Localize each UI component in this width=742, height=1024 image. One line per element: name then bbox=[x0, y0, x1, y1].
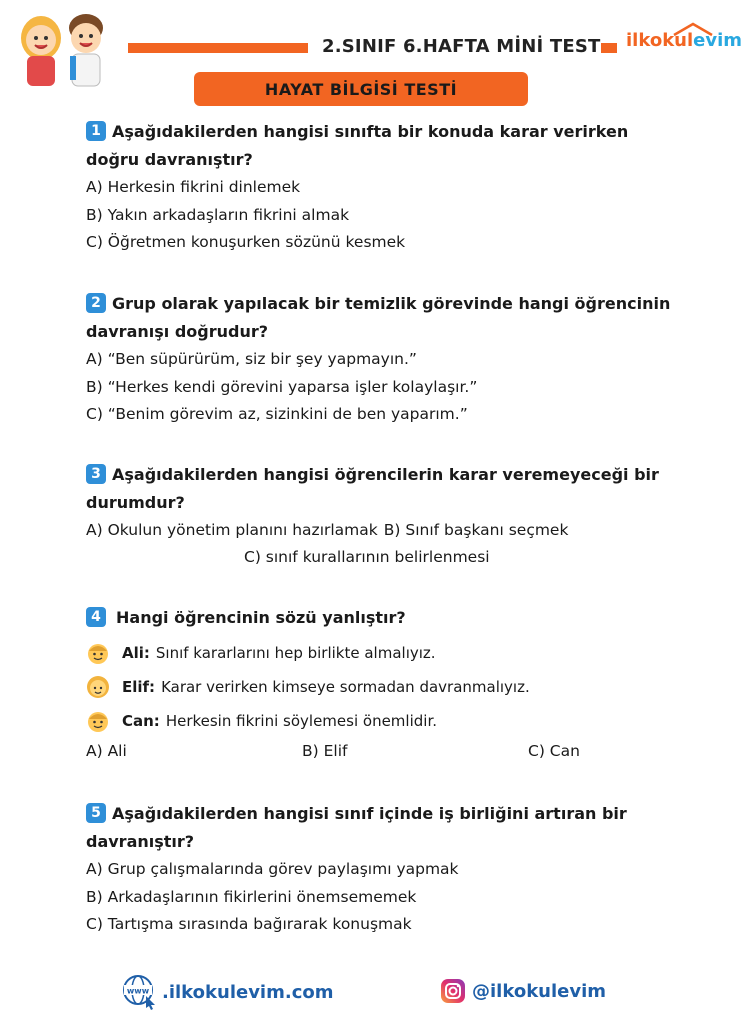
options-row bbox=[86, 517, 686, 544]
statement-text: Sınıf kararlarını hep birlikte almalıyız. bbox=[155, 644, 436, 662]
student-name: Can: bbox=[122, 712, 160, 730]
question-text: 1 Aşağıdakilerden hangisi sınıfta bir konuda karar verirken doğru davranıştır? bbox=[86, 122, 629, 169]
question-number-badge: 1 bbox=[86, 121, 106, 141]
student-statement bbox=[86, 704, 686, 738]
question-5 bbox=[86, 800, 686, 939]
instagram-icon bbox=[440, 978, 466, 1004]
student-statement bbox=[86, 636, 686, 670]
instagram-handle[interactable]: @ilkokulevim bbox=[472, 980, 607, 1002]
student-statement bbox=[86, 670, 686, 704]
statement-text: Karar verirken kimseye sormadan davranmalıyız. bbox=[161, 678, 530, 696]
option-b: B) Arkadaşlarının fikirlerini önemsememek bbox=[86, 887, 417, 906]
test-title-banner: HAYAT BİLGİSİ TESTİ bbox=[194, 72, 528, 106]
svg-text:www: www bbox=[126, 986, 150, 996]
option-a: A) Ali bbox=[86, 742, 127, 760]
instagram-link[interactable] bbox=[440, 978, 606, 1004]
option-b: B) Yakın arkadaşların fikrini almak bbox=[86, 205, 350, 224]
option-b: B) Elif bbox=[302, 742, 348, 760]
question-2 bbox=[86, 290, 686, 429]
option-c: C) “Benim görevim az, sizinkini de ben yaparım.” bbox=[86, 405, 468, 423]
question-number-badge: 5 bbox=[86, 803, 106, 823]
logo-text-part2: evim bbox=[693, 30, 742, 51]
header-accent-bar bbox=[128, 43, 308, 53]
option-c: C) Can bbox=[528, 742, 580, 760]
statement-text: Herkesin fikrini söylemesi önemlidir. bbox=[165, 712, 437, 730]
logo-text-part1: ilkokul bbox=[626, 30, 694, 51]
question-text: 2 Grup olarak yapılacak bir temizlik görevinde hangi öğrencinin davranışı doğrudur? bbox=[86, 294, 671, 341]
kids-illustration-icon bbox=[14, 4, 114, 88]
page-title: 2.SINIF 6.HAFTA MİNİ TEST bbox=[322, 36, 601, 57]
website-link[interactable] bbox=[122, 974, 333, 1010]
question-number-badge: 4 bbox=[86, 607, 106, 627]
question-text: 5 Aşağıdakilerden hangisi sınıf içinde iş birliğini artıran bir davranıştır? bbox=[86, 804, 627, 851]
website-text[interactable]: .ilkokulevim.com bbox=[162, 981, 334, 1003]
option-a: A) Herkesin fikrini dinlemek bbox=[86, 178, 301, 196]
option-b: B) “Herkes kendi görevini yaparsa işler kolaylaşır.” bbox=[86, 377, 478, 396]
student-name: Ali: bbox=[122, 644, 150, 662]
header-accent-square bbox=[601, 43, 617, 53]
option-c: C) Öğretmen konuşurken sözünü kesmek bbox=[86, 233, 406, 251]
options-row bbox=[86, 544, 686, 571]
globe-www-icon bbox=[122, 974, 158, 1010]
option-a: A) Grup çalışmalarında görev paylaşımı yapmak bbox=[86, 860, 459, 878]
girl-face-icon bbox=[86, 675, 110, 699]
option-a: A) Okulun yönetim planını hazırlamak bbox=[86, 521, 378, 539]
boy-face-icon bbox=[86, 641, 110, 665]
option-c: C) Tartışma sırasında bağırarak konuşmak bbox=[86, 915, 412, 933]
options-row bbox=[86, 738, 686, 765]
student-name: Elif: bbox=[122, 678, 156, 696]
boy-face-icon bbox=[86, 709, 110, 733]
question-text: 3 Aşağıdakilerden hangisi öğrencilerin karar veremeyeceği bir durumdur? bbox=[86, 465, 659, 512]
option-b: B) Sınıf başkanı seçmek bbox=[383, 521, 569, 539]
question-text: 4 Hangi öğrencinin sözü yanlıştır? bbox=[86, 604, 686, 632]
question-number-badge: 3 bbox=[86, 464, 106, 484]
brand-logo bbox=[626, 30, 742, 51]
option-c: C) sınıf kurallarının belirlenmesi bbox=[244, 548, 490, 566]
question-3 bbox=[86, 461, 686, 571]
option-a: A) “Ben süpürürüm, siz bir şey yapmayın.” bbox=[86, 350, 417, 368]
question-4 bbox=[86, 604, 686, 765]
question-1 bbox=[86, 118, 686, 257]
question-number-badge: 2 bbox=[86, 293, 106, 313]
